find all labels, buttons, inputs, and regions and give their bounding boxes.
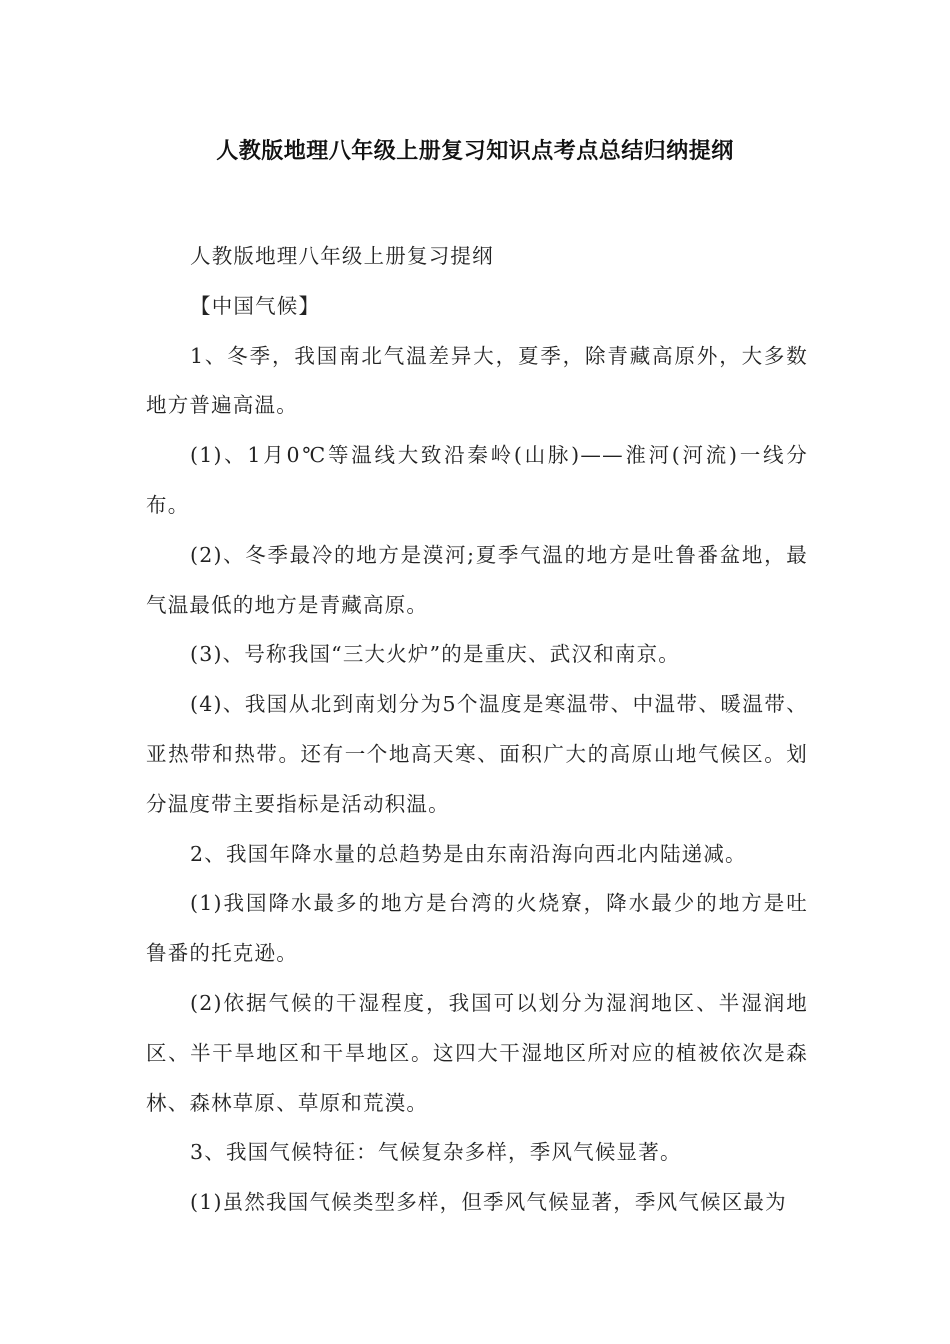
paragraph: (3)、号称我国“三大火炉”的是重庆、武汉和南京。 <box>190 642 680 667</box>
paragraph-section-heading: 【中国气候】 <box>190 293 321 318</box>
paragraph-subtitle: 人教版地理八年级上册复习提纲 <box>190 244 494 268</box>
paragraph: (1)虽然我国气候类型多样，但季风气候显著，季风气候区最为 <box>190 1190 787 1215</box>
paragraph: (2)、冬季最冷的地方是漠河;夏季气温的地方是吐鲁番盆地，最气温最低的地方是青藏高原。 <box>146 542 808 617</box>
paragraph: 1、冬季，我国南北气温差异大，夏季，除青藏高原外，大多数地方普遍高温。 <box>146 343 808 418</box>
paragraph: 2、我国年降水量的总趋势是由东南沿海向西北内陆递减。 <box>190 841 747 866</box>
paragraph: (2)依据气候的干湿程度，我国可以划分为湿润地区、半湿润地区、半干旱地区和干旱地区。这四大干湿地区所对应的植被依次是森林、森林草原、草原和荒漠。 <box>146 990 808 1115</box>
document-title: 人教版地理八年级上册复习知识点考点总结归纳提纲 <box>216 139 734 164</box>
paragraph: (4)、我国从北到南划分为5个温度是寒温带、中温带、暖温带、亚热带和热带。还有一个地高天寒、面积广大的高原山地气候区。划分温度带主要指标是活动积温。 <box>146 692 808 816</box>
paragraph: (1)我国降水最多的地方是台湾的火烧寮，降水最少的地方是吐鲁番的托克逊。 <box>146 891 808 966</box>
document-body <box>146 232 808 1228</box>
paragraph: 3、我国气候特征：气候复杂多样，季风气候显著。 <box>190 1140 682 1165</box>
paragraph: (1)、1月0℃等温线大致沿秦岭(山脉)——淮河(河流)一线分布。 <box>146 443 808 517</box>
